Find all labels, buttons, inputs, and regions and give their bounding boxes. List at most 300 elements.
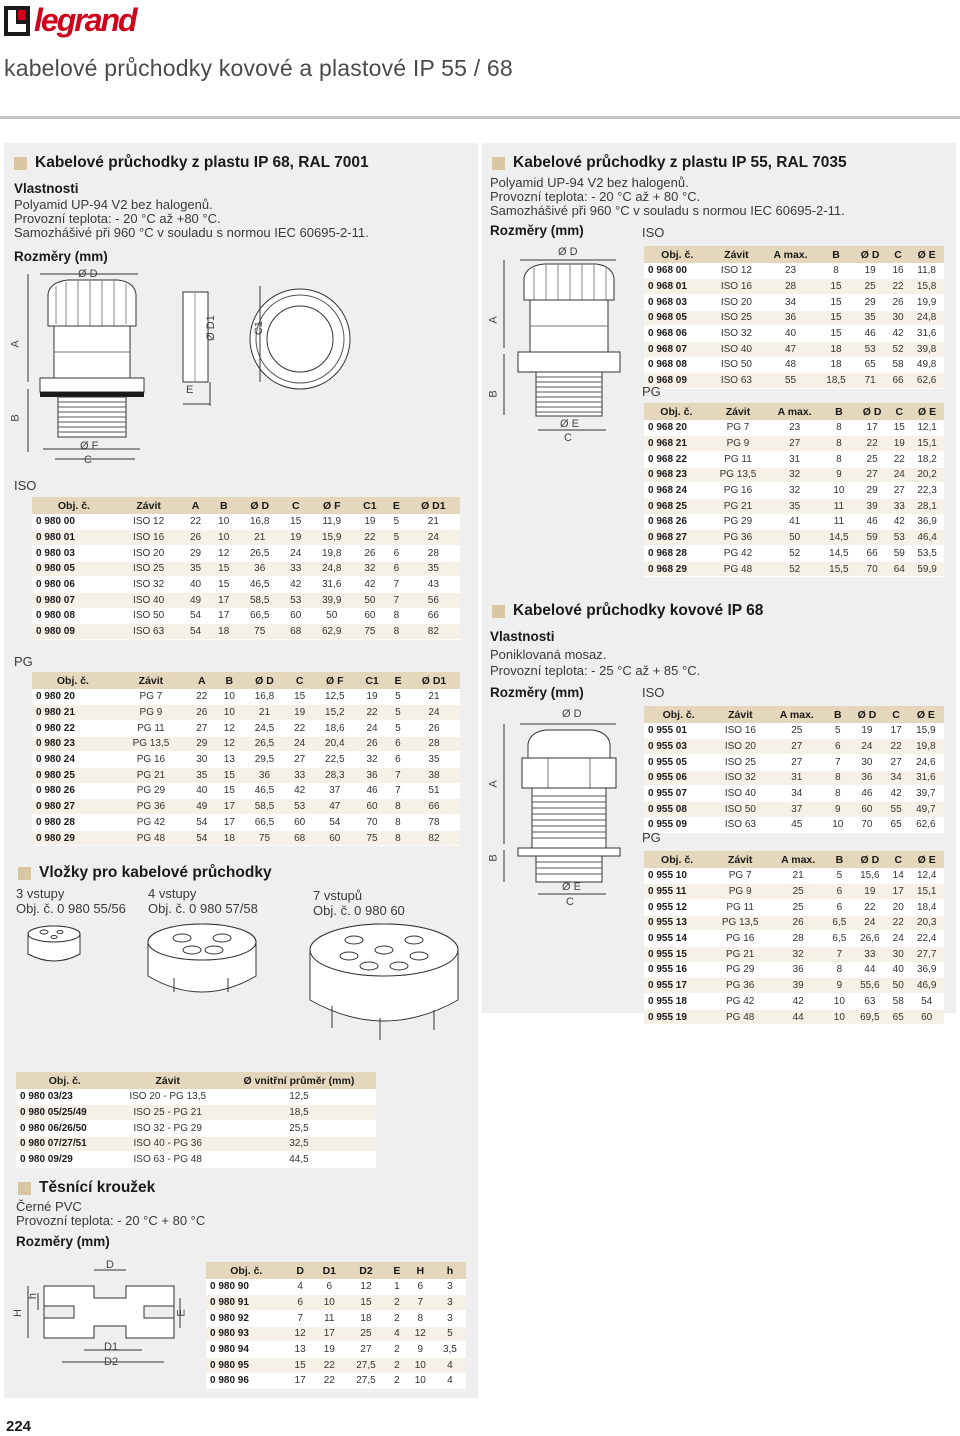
table-cell: PG 11 bbox=[709, 451, 768, 467]
order-number-cell: 0 955 17 bbox=[644, 978, 710, 994]
section-ip68-plastic-title bbox=[14, 154, 369, 172]
table-cell: 46,4 bbox=[910, 530, 944, 546]
table-cell: 12,5 bbox=[222, 1089, 376, 1105]
table-cell: ISO 40 bbox=[710, 341, 762, 357]
table-cell: 53 bbox=[286, 799, 314, 815]
table-cell: 17 bbox=[210, 592, 238, 608]
table-row bbox=[32, 720, 460, 736]
table-cell: 22 bbox=[356, 705, 388, 721]
table-cell: 46,5 bbox=[238, 577, 282, 593]
table-cell: 15 bbox=[287, 1357, 314, 1373]
table-cell: PG 16 bbox=[114, 752, 188, 768]
table-cell: PG 29 bbox=[710, 962, 770, 978]
table-header-cell: C bbox=[884, 706, 907, 723]
table-cell: ISO 25 - PG 21 bbox=[114, 1105, 222, 1121]
dim-label-c: C bbox=[84, 454, 92, 466]
table-cell: 8 bbox=[826, 786, 849, 802]
table-row bbox=[16, 1105, 376, 1121]
table-cell: 47 bbox=[762, 341, 818, 357]
table-row bbox=[644, 884, 944, 900]
table-cell: 7 bbox=[826, 946, 852, 962]
table-row bbox=[644, 946, 944, 962]
table-row bbox=[32, 592, 460, 608]
table-cell: PG 9 bbox=[114, 705, 188, 721]
section-ip55-plastic-title bbox=[492, 154, 847, 172]
section-bullet-icon bbox=[14, 157, 27, 170]
table-cell: 62,6 bbox=[908, 817, 944, 833]
table-header-cell: D1 bbox=[314, 1262, 345, 1279]
table-row bbox=[644, 994, 944, 1010]
table-row bbox=[32, 767, 460, 783]
table-cell: 42 bbox=[884, 786, 907, 802]
table-cell: 66,5 bbox=[243, 815, 286, 831]
table-header-cell: Ø F bbox=[313, 672, 356, 689]
table-cell: ISO 40 bbox=[713, 786, 767, 802]
table-cell: ISO 12 bbox=[710, 263, 762, 279]
table-cell: 28 bbox=[762, 279, 818, 295]
table-cell: 25 bbox=[856, 451, 889, 467]
table-row bbox=[32, 577, 460, 593]
table-cell: ISO 25 bbox=[116, 561, 182, 577]
table-cell: 52 bbox=[887, 341, 909, 357]
order-number-cell: 0 968 22 bbox=[644, 451, 709, 467]
table-cell: 60 bbox=[313, 830, 356, 846]
table-row bbox=[644, 817, 944, 833]
table-row bbox=[644, 420, 944, 436]
prop-line: Poniklovaná mosaz. bbox=[490, 647, 607, 662]
section-title-text: Kabelové průchodky z plastu IP 68, RAL 7001 bbox=[35, 154, 369, 171]
section-title-text: Vložky pro kabelové průchodky bbox=[39, 864, 272, 881]
order-number-cell: 0 980 94 bbox=[206, 1342, 287, 1358]
table-cell: 65 bbox=[884, 817, 907, 833]
table-cell: 75 bbox=[354, 624, 387, 640]
table-cell: PG 7 bbox=[709, 420, 768, 436]
table-cell: 34 bbox=[884, 770, 907, 786]
table-cell: 21 bbox=[770, 868, 826, 884]
table-cell: 50 bbox=[767, 530, 822, 546]
table-cell: 36,9 bbox=[909, 962, 944, 978]
table-row bbox=[32, 514, 460, 530]
table-cell: 15 bbox=[216, 767, 244, 783]
table-cell: 44,5 bbox=[222, 1152, 376, 1168]
table-cell: 54 bbox=[188, 815, 216, 831]
ip55-props bbox=[490, 176, 845, 218]
table-cell: 9 bbox=[822, 467, 856, 483]
table-cell: 27,5 bbox=[345, 1373, 387, 1389]
table-cell: 27 bbox=[767, 754, 826, 770]
order-number-cell: 0 980 24 bbox=[32, 752, 114, 768]
table-cell: 14 bbox=[887, 868, 909, 884]
table-cell: 16 bbox=[887, 263, 909, 279]
table-row bbox=[644, 514, 944, 530]
table-header-cell: Obj. č. bbox=[644, 851, 710, 868]
table-row bbox=[644, 310, 944, 326]
table-cell: 58 bbox=[887, 994, 909, 1010]
table-row bbox=[644, 739, 944, 755]
table-cell: 17 bbox=[216, 799, 244, 815]
insert-code: Obj. č. 0 980 57/58 bbox=[148, 901, 258, 916]
table-row bbox=[32, 608, 460, 624]
table-cell: 24 bbox=[888, 467, 910, 483]
inserts-drawing bbox=[14, 918, 474, 1048]
table-header-cell: Ø E bbox=[909, 246, 944, 263]
table-cell: 82 bbox=[408, 830, 460, 846]
prop-line: Samozhášivé při 960 °C v souladu s normou IEC 60695-2-11. bbox=[490, 203, 845, 218]
table-cell: PG 11 bbox=[114, 720, 188, 736]
table-cell: 11 bbox=[822, 514, 856, 530]
order-number-cell: 0 980 96 bbox=[206, 1373, 287, 1389]
table-cell: 6 bbox=[388, 752, 408, 768]
table-cell: 11 bbox=[314, 1310, 345, 1326]
table-cell: 29 bbox=[856, 483, 889, 499]
table-cell: 59,9 bbox=[910, 561, 944, 577]
table-cell: 66 bbox=[887, 373, 909, 389]
table-cell: PG 16 bbox=[710, 931, 770, 947]
table-cell: 20,4 bbox=[313, 736, 356, 752]
table-cell: ISO 25 bbox=[713, 754, 767, 770]
table-cell: 24 bbox=[356, 720, 388, 736]
table-cell: 4 bbox=[287, 1279, 314, 1295]
table-cell: PG 16 bbox=[709, 483, 768, 499]
table-cell: 22 bbox=[884, 739, 907, 755]
section-title-text: Kabelové průchodky z plastu IP 55, RAL 7035 bbox=[513, 154, 847, 171]
table-cell: 58,5 bbox=[238, 592, 282, 608]
table-cell: 6 bbox=[386, 561, 407, 577]
order-number-cell: 0 955 13 bbox=[644, 915, 710, 931]
ip68-plastic-pg-table bbox=[32, 672, 460, 846]
table-cell: 54 bbox=[188, 830, 216, 846]
table-cell: PG 42 bbox=[710, 994, 770, 1010]
table-cell: 23 bbox=[767, 420, 822, 436]
table-cell: 59 bbox=[888, 546, 910, 562]
table-header-cell: C bbox=[282, 497, 310, 514]
table-cell: 3 bbox=[434, 1295, 466, 1311]
table-cell: 65 bbox=[887, 1009, 909, 1025]
table-row bbox=[644, 546, 944, 562]
table-cell: 26 bbox=[181, 530, 209, 546]
table-cell: 8 bbox=[822, 420, 856, 436]
table-header-cell: B bbox=[826, 706, 849, 723]
table-header-cell: E bbox=[386, 497, 407, 514]
table-cell: 19 bbox=[853, 884, 888, 900]
table-cell: 31,6 bbox=[310, 577, 354, 593]
table-row bbox=[644, 357, 944, 373]
table-cell: 32 bbox=[356, 752, 388, 768]
table-cell: 15 bbox=[888, 420, 910, 436]
ring-dim-d1: D1 bbox=[104, 1341, 119, 1353]
iso-label: ISO bbox=[14, 478, 37, 493]
table-cell: 2 bbox=[387, 1310, 407, 1326]
table-cell: 53 bbox=[282, 592, 310, 608]
pg-label: PG bbox=[642, 384, 661, 399]
table-cell: PG 21 bbox=[710, 946, 770, 962]
table-cell: 41 bbox=[767, 514, 822, 530]
table-cell: 7 bbox=[386, 577, 407, 593]
table-cell: 22 bbox=[314, 1357, 345, 1373]
table-cell: 22 bbox=[887, 915, 909, 931]
table-row bbox=[32, 624, 460, 640]
table-cell: PG 13,5 bbox=[114, 736, 188, 752]
table-row bbox=[32, 530, 460, 546]
table-cell: 39,8 bbox=[909, 341, 944, 357]
table-header-cell: Ø D1 bbox=[407, 497, 460, 514]
table-cell: 54 bbox=[313, 815, 356, 831]
table-row bbox=[644, 770, 944, 786]
table-cell: 8 bbox=[822, 436, 856, 452]
table-cell: 44 bbox=[853, 962, 888, 978]
table-cell: 8 bbox=[819, 263, 854, 279]
table-cell: 19 bbox=[286, 705, 314, 721]
table-cell: PG 7 bbox=[114, 689, 188, 705]
table-cell: 28 bbox=[408, 736, 460, 752]
order-number-cell: 0 968 20 bbox=[644, 420, 709, 436]
dim-label-oe: Ø E bbox=[562, 881, 581, 893]
table-cell: 30 bbox=[849, 754, 884, 770]
order-number-cell: 0 980 09/29 bbox=[16, 1152, 114, 1168]
table-cell: 70 bbox=[856, 561, 889, 577]
table-cell: 9 bbox=[826, 978, 852, 994]
table-cell: 6 bbox=[287, 1295, 314, 1311]
table-header-cell: Ø D bbox=[238, 497, 282, 514]
table-cell: 24 bbox=[849, 739, 884, 755]
table-row bbox=[206, 1279, 466, 1295]
table-cell: 68 bbox=[282, 624, 310, 640]
table-cell: 15 bbox=[210, 577, 238, 593]
table-cell: 15 bbox=[345, 1295, 387, 1311]
table-cell: 6 bbox=[826, 739, 849, 755]
table-cell: PG 9 bbox=[709, 436, 768, 452]
table-cell: 6 bbox=[407, 1279, 434, 1295]
table-cell: 28 bbox=[770, 931, 826, 947]
order-number-cell: 0 980 06/26/50 bbox=[16, 1120, 114, 1136]
table-cell: 42 bbox=[888, 514, 910, 530]
order-number-cell: 0 968 25 bbox=[644, 498, 709, 514]
dimensions-label: Rozměry (mm) bbox=[14, 249, 108, 264]
table-cell: 24 bbox=[853, 915, 888, 931]
table-cell: 54 bbox=[181, 624, 209, 640]
table-cell: 10 bbox=[216, 689, 244, 705]
insert-label: 4 vstupy bbox=[148, 886, 197, 901]
table-cell: 16,8 bbox=[243, 689, 286, 705]
table-cell: 39,7 bbox=[908, 786, 944, 802]
table-cell: 17 bbox=[856, 420, 889, 436]
table-row bbox=[32, 830, 460, 846]
table-header-cell: Závit bbox=[710, 246, 762, 263]
table-row bbox=[644, 978, 944, 994]
table-cell: 37 bbox=[313, 783, 356, 799]
table-cell: 22 bbox=[856, 436, 889, 452]
table-cell: 10 bbox=[826, 817, 849, 833]
dim-label-oe: Ø E bbox=[560, 418, 579, 430]
table-cell: PG 42 bbox=[709, 546, 768, 562]
table-cell: 15,2 bbox=[313, 705, 356, 721]
table-cell: 10 bbox=[210, 530, 238, 546]
table-cell: 6 bbox=[386, 545, 407, 561]
table-cell: ISO 12 bbox=[116, 514, 182, 530]
table-cell: 15,9 bbox=[908, 723, 944, 739]
table-cell: PG 11 bbox=[710, 899, 770, 915]
properties-label: Vlastnosti bbox=[490, 629, 555, 644]
table-header-cell: B bbox=[216, 672, 244, 689]
table-cell: PG 48 bbox=[709, 561, 768, 577]
table-cell: 15,1 bbox=[909, 884, 944, 900]
order-number-cell: 0 980 20 bbox=[32, 689, 114, 705]
pg-label: PG bbox=[14, 654, 33, 669]
table-cell: 14,5 bbox=[822, 530, 856, 546]
table-cell: 15 bbox=[286, 689, 314, 705]
table-cell: 59 bbox=[856, 530, 889, 546]
table-cell: 8 bbox=[826, 770, 849, 786]
table-cell: 20,2 bbox=[910, 467, 944, 483]
table-cell: 46,5 bbox=[243, 783, 286, 799]
table-cell: 6,5 bbox=[826, 915, 852, 931]
order-number-cell: 0 980 23 bbox=[32, 736, 114, 752]
order-number-cell: 0 955 11 bbox=[644, 884, 710, 900]
table-cell: 39 bbox=[856, 498, 889, 514]
table-cell: ISO 50 bbox=[713, 801, 767, 817]
table-cell: 39,9 bbox=[310, 592, 354, 608]
table-cell: 39 bbox=[770, 978, 826, 994]
table-cell: 17 bbox=[884, 723, 907, 739]
table-cell: ISO 25 bbox=[710, 310, 762, 326]
table-row bbox=[206, 1357, 466, 1373]
table-header-cell: Ø vnitřní průměr (mm) bbox=[222, 1072, 376, 1089]
dim-label-c: C bbox=[564, 432, 572, 444]
table-cell: 27 bbox=[286, 752, 314, 768]
table-cell: 4 bbox=[387, 1326, 407, 1342]
table-cell: 24,6 bbox=[908, 754, 944, 770]
table-cell: 13 bbox=[216, 752, 244, 768]
dimensions-label: Rozměry (mm) bbox=[490, 685, 584, 700]
table-row bbox=[644, 931, 944, 947]
order-number-cell: 0 968 09 bbox=[644, 373, 710, 389]
table-row bbox=[644, 801, 944, 817]
dim-label-a: A bbox=[487, 316, 500, 324]
table-cell: 11,9 bbox=[310, 514, 354, 530]
table-cell: 22 bbox=[887, 279, 909, 295]
table-cell: 31,6 bbox=[909, 326, 944, 342]
table-cell: 5 bbox=[388, 720, 408, 736]
order-number-cell: 0 968 00 bbox=[644, 263, 710, 279]
table-header-cell: A max. bbox=[767, 403, 822, 420]
table-row bbox=[16, 1136, 376, 1152]
table-cell: 70 bbox=[849, 817, 884, 833]
table-cell: 15 bbox=[819, 294, 854, 310]
table-cell: 27,5 bbox=[345, 1357, 387, 1373]
table-cell: 8 bbox=[388, 815, 408, 831]
table-header-cell: C bbox=[887, 851, 909, 868]
table-cell: PG 29 bbox=[114, 783, 188, 799]
table-row bbox=[644, 341, 944, 357]
table-cell: 21 bbox=[238, 530, 282, 546]
table-cell: 12 bbox=[345, 1279, 387, 1295]
table-cell: 24 bbox=[408, 705, 460, 721]
order-number-cell: 0 955 15 bbox=[644, 946, 710, 962]
sealing-ring-props bbox=[16, 1200, 205, 1228]
table-cell: 24 bbox=[282, 545, 310, 561]
table-cell: 27,7 bbox=[909, 946, 944, 962]
legrand-mark-icon bbox=[4, 6, 30, 36]
table-header-cell: Závit bbox=[709, 403, 768, 420]
table-cell: 15 bbox=[819, 310, 854, 326]
table-cell: 66 bbox=[408, 799, 460, 815]
table-cell: 63 bbox=[853, 994, 888, 1010]
table-cell: 12 bbox=[216, 720, 244, 736]
table-cell: 23 bbox=[762, 263, 818, 279]
table-header-cell: Závit bbox=[710, 851, 770, 868]
table-cell: 46 bbox=[849, 786, 884, 802]
order-number-cell: 0 980 27 bbox=[32, 799, 114, 815]
table-cell: 55,6 bbox=[853, 978, 888, 994]
table-cell: ISO 50 bbox=[116, 608, 182, 624]
dimensions-label: Rozměry (mm) bbox=[490, 223, 584, 238]
table-cell: ISO 50 bbox=[710, 357, 762, 373]
table-cell: 8 bbox=[822, 451, 856, 467]
table-cell: 69,5 bbox=[853, 1009, 888, 1025]
table-cell: 25 bbox=[853, 279, 887, 295]
prop-line: Provozní teplota: - 20 °C až +80 °C. bbox=[14, 211, 221, 226]
table-row bbox=[16, 1152, 376, 1168]
table-cell: 15,8 bbox=[909, 279, 944, 295]
table-cell: ISO 63 bbox=[116, 624, 182, 640]
metal-gland-drawing bbox=[488, 704, 638, 904]
table-cell: 33 bbox=[286, 767, 314, 783]
table-cell: 7 bbox=[388, 783, 408, 799]
table-header-cell: Ø E bbox=[909, 851, 944, 868]
order-number-cell: 0 980 06 bbox=[32, 577, 116, 593]
order-number-cell: 0 968 01 bbox=[644, 279, 710, 295]
order-number-cell: 0 980 05/25/49 bbox=[16, 1105, 114, 1121]
table-cell: 21 bbox=[408, 689, 460, 705]
table-cell: 11,8 bbox=[909, 263, 944, 279]
table-cell: 10 bbox=[407, 1373, 434, 1389]
table-cell: 7 bbox=[386, 592, 407, 608]
table-cell: 26 bbox=[408, 720, 460, 736]
section-inserts-title bbox=[18, 864, 272, 882]
table-cell: 35 bbox=[853, 310, 887, 326]
table-cell: 35 bbox=[188, 767, 216, 783]
table-cell: 17 bbox=[887, 884, 909, 900]
table-cell: 26 bbox=[354, 545, 387, 561]
table-cell: 24 bbox=[407, 530, 460, 546]
table-cell: ISO 40 bbox=[116, 592, 182, 608]
table-cell: 10 bbox=[826, 1009, 852, 1025]
table-cell: PG 9 bbox=[710, 884, 770, 900]
table-cell: 28,1 bbox=[910, 498, 944, 514]
table-header-cell: Ø D bbox=[856, 403, 889, 420]
table-row bbox=[32, 783, 460, 799]
table-cell: 10 bbox=[407, 1357, 434, 1373]
table-cell: 27 bbox=[856, 467, 889, 483]
sealing-ring-table bbox=[206, 1262, 466, 1389]
table-cell: PG 36 bbox=[710, 978, 770, 994]
order-number-cell: 0 980 00 bbox=[32, 514, 116, 530]
table-row bbox=[644, 436, 944, 452]
table-cell: 24,8 bbox=[909, 310, 944, 326]
section-sealing-ring-title bbox=[18, 1179, 155, 1197]
section-bullet-icon bbox=[18, 867, 31, 880]
table-cell: 29 bbox=[853, 294, 887, 310]
table-header-cell: Obj. č. bbox=[32, 672, 114, 689]
table-cell: 52 bbox=[767, 546, 822, 562]
table-cell: 44 bbox=[770, 1009, 826, 1025]
logo-text: legrand bbox=[34, 2, 136, 38]
table-cell: 17 bbox=[216, 815, 244, 831]
table-header-cell: A max. bbox=[762, 246, 818, 263]
table-header-cell: C1 bbox=[354, 497, 387, 514]
table-header-cell: C bbox=[888, 403, 910, 420]
table-cell: 60 bbox=[282, 608, 310, 624]
